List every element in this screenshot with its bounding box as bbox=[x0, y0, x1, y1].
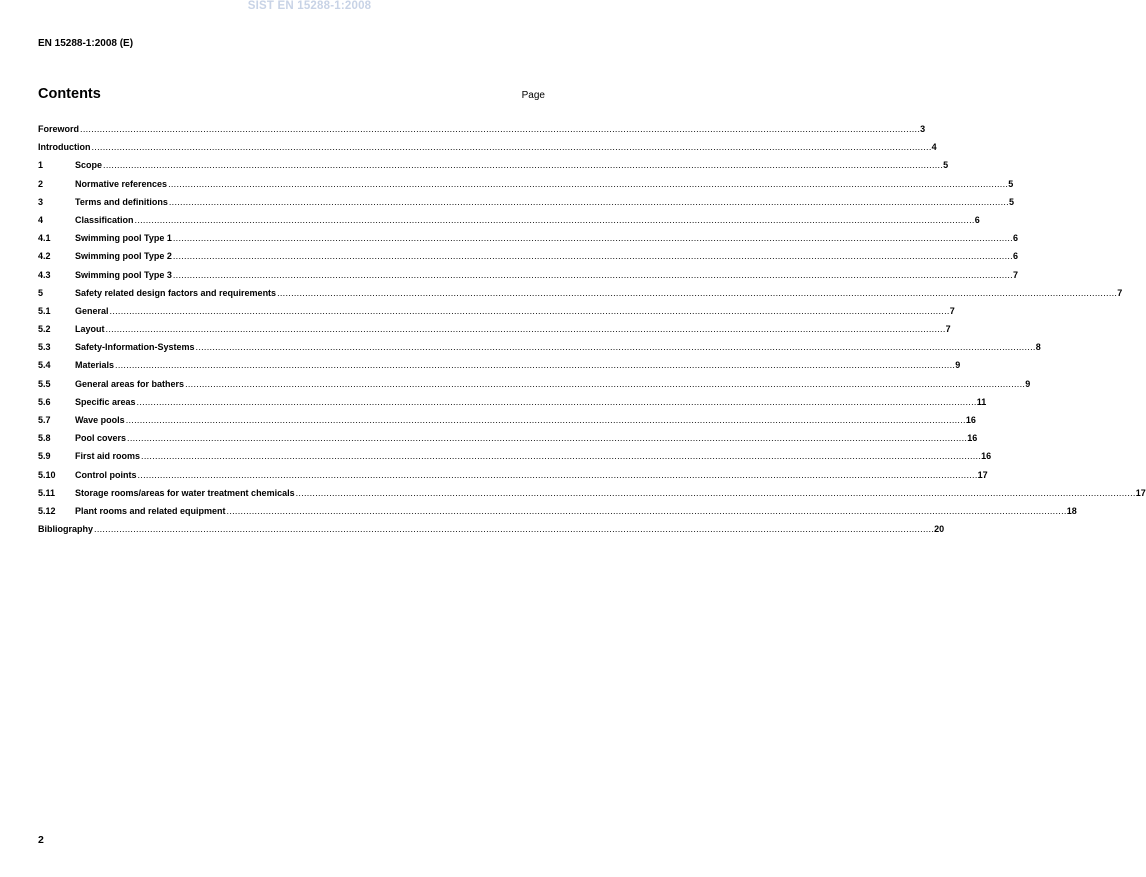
toc-entry-page: 5 bbox=[943, 160, 949, 171]
toc-entry[interactable] bbox=[38, 178, 1014, 197]
toc-entry-title: Layout bbox=[75, 324, 105, 335]
toc-entry-title: Swimming pool Type 2 bbox=[75, 251, 172, 262]
toc-entry-number: 3 bbox=[38, 196, 44, 207]
toc-leader-dots: ............................................................................................................................................................................................................................................................................................................ bbox=[105, 324, 946, 335]
toc-entry-page: 8 bbox=[1035, 342, 1041, 353]
toc-entry[interactable] bbox=[38, 505, 1077, 524]
toc-leader-dots: ............................................................................................................................................................................................................................................................................................................ bbox=[103, 160, 944, 171]
toc-entry-page: 17 bbox=[1135, 487, 1146, 498]
toc-entry[interactable] bbox=[38, 469, 988, 488]
toc-leader-dots: ............................................................................................................................................................................................................................................................................................................ bbox=[136, 396, 977, 407]
toc-leader-dots: ............................................................................................................................................................................................................................................................................................................ bbox=[226, 505, 1067, 516]
toc-entry[interactable] bbox=[38, 324, 951, 342]
toc-entry-page: 6 bbox=[1013, 251, 1019, 262]
toc-leader-dots: ............................................................................................................................................................................................................................................................................................................ bbox=[295, 487, 1136, 498]
toc-entry-page: 7 bbox=[1013, 269, 1019, 280]
toc-entry-page: 5 bbox=[1009, 196, 1015, 207]
toc-entry[interactable] bbox=[38, 342, 1041, 360]
toc-entry[interactable] bbox=[38, 487, 1146, 506]
toc-entry-title: Classification bbox=[75, 214, 134, 225]
page-number: 2 bbox=[38, 834, 44, 846]
watermark-text: SIST EN 15288-1:2008 bbox=[247, 0, 372, 12]
toc-leader-dots: ............................................................................................................................................................................................................................................................................................................ bbox=[91, 142, 932, 153]
toc-entry-number: 5.1 bbox=[38, 305, 51, 316]
toc-entry[interactable] bbox=[38, 124, 926, 142]
toc-entry-page: 18 bbox=[1066, 505, 1077, 516]
toc-entry[interactable] bbox=[38, 142, 937, 160]
toc-leader-dots: ............................................................................................................................................................................................................................................................................................................ bbox=[172, 233, 1013, 244]
toc-leader-dots: ............................................................................................................................................................................................................................................................................................................ bbox=[195, 342, 1036, 353]
toc-entry-title: General areas for bathers bbox=[75, 378, 185, 389]
toc-entry-number: 5.3 bbox=[38, 342, 51, 353]
toc-leader-dots: ............................................................................................................................................................................................................................................................................................................ bbox=[80, 124, 921, 134]
toc-entry[interactable] bbox=[38, 251, 1019, 269]
toc-leader-dots: ............................................................................................................................................................................................................................................................................................................ bbox=[134, 214, 975, 225]
toc-entry[interactable] bbox=[38, 233, 1019, 251]
toc-entry-title: Normative references bbox=[75, 178, 168, 189]
toc-entry[interactable] bbox=[38, 451, 992, 469]
toc-entry-page: 16 bbox=[967, 433, 978, 444]
toc-entry-number: 5.11 bbox=[38, 487, 56, 498]
page-title: Contents bbox=[38, 86, 101, 102]
toc-entry-title: Pool covers bbox=[75, 433, 127, 444]
toc-leader-dots: ............................................................................................................................................................................................................................................................................................................ bbox=[137, 469, 978, 480]
toc-entry-page: 11 bbox=[976, 396, 987, 407]
toc-entry[interactable] bbox=[38, 415, 976, 433]
toc-entry-number: 5.6 bbox=[38, 396, 51, 407]
toc-entry-number: 1 bbox=[38, 160, 44, 171]
toc-leader-dots: ............................................................................................................................................................................................................................................................................................................ bbox=[172, 251, 1013, 262]
toc-entry-page: 9 bbox=[1025, 378, 1031, 389]
toc-entry-page: 7 bbox=[945, 324, 951, 335]
toc-entry-page: 5 bbox=[1008, 178, 1014, 189]
toc-entry-number: 2 bbox=[38, 178, 44, 189]
toc-entry[interactable] bbox=[38, 160, 949, 178]
toc-entry-number: 5.9 bbox=[38, 451, 51, 462]
toc-entry[interactable] bbox=[38, 196, 1015, 215]
toc-entry-title: Bibliography bbox=[38, 524, 94, 535]
toc-entry-page: 6 bbox=[1013, 233, 1019, 244]
toc-entry-page: 6 bbox=[974, 214, 980, 225]
toc-entry-number: 5.7 bbox=[38, 415, 51, 425]
toc-entry-page: 9 bbox=[955, 360, 961, 371]
toc-leader-dots: ............................................................................................................................................................................................................................................................................................................ bbox=[109, 305, 950, 316]
toc-entry-page: 3 bbox=[920, 124, 926, 134]
toc-entry-page: 16 bbox=[981, 451, 992, 462]
toc-leader-dots: ............................................................................................................................................................................................................................................................................................................ bbox=[141, 451, 982, 462]
toc-entry-title: Wave pools bbox=[75, 415, 125, 425]
toc-entry-title: Storage rooms/areas for water treatment chemicals bbox=[75, 487, 295, 498]
toc-entry-title: Terms and definitions bbox=[75, 196, 168, 207]
toc-entry[interactable] bbox=[38, 360, 961, 378]
toc-leader-dots: ............................................................................................................................................................................................................................................................................................................ bbox=[94, 524, 935, 535]
toc-entry-title: Plant rooms and related equipment bbox=[75, 505, 226, 516]
toc-entry-page: 20 bbox=[934, 524, 945, 535]
toc-entry-number: 4.1 bbox=[38, 233, 51, 244]
toc-entry-title: Foreword bbox=[38, 124, 80, 134]
toc-leader-dots: ............................................................................................................................................................................................................................................................................................................ bbox=[168, 178, 1009, 189]
toc-entry-page: 17 bbox=[977, 469, 988, 480]
toc-entry-title: Materials bbox=[75, 360, 115, 371]
toc-entry-number: 5.5 bbox=[38, 378, 51, 389]
toc-entry-number: 5.12 bbox=[38, 505, 56, 516]
toc-entry-title: Swimming pool Type 1 bbox=[75, 233, 172, 244]
toc-leader-dots: ............................................................................................................................................................................................................................................................................................................ bbox=[172, 269, 1013, 280]
toc-entry[interactable] bbox=[38, 433, 978, 451]
toc-entry-number: 4.2 bbox=[38, 251, 51, 262]
toc-entry-title: Introduction bbox=[38, 142, 91, 153]
toc-entry[interactable] bbox=[38, 287, 1123, 306]
toc-entry-title: Specific areas bbox=[75, 396, 136, 407]
page-column-label: Page bbox=[521, 90, 545, 101]
table-of-contents bbox=[38, 124, 1146, 542]
toc-entry-number: 5.2 bbox=[38, 324, 51, 335]
toc-entry-title: Control points bbox=[75, 469, 137, 480]
toc-entry-number: 4 bbox=[38, 214, 44, 225]
toc-leader-dots: ............................................................................................................................................................................................................................................................................................................ bbox=[115, 360, 956, 371]
toc-entry[interactable] bbox=[38, 214, 980, 233]
toc-entry-page: 16 bbox=[965, 415, 976, 425]
toc-entry[interactable] bbox=[38, 396, 987, 415]
toc-entry-number: 4.3 bbox=[38, 269, 51, 280]
toc-leader-dots: ............................................................................................................................................................................................................................................................................................................ bbox=[277, 287, 1118, 298]
toc-entry-page: 7 bbox=[1117, 287, 1123, 298]
toc-entry-title: Swimming pool Type 3 bbox=[75, 269, 172, 280]
document-id: EN 15288-1:2008 (E) bbox=[38, 38, 134, 49]
toc-entry-title: Scope bbox=[75, 160, 103, 171]
toc-entry-title: Safety-Information-Systems bbox=[75, 342, 195, 353]
toc-leader-dots: ............................................................................................................................................................................................................................................................................................................ bbox=[127, 433, 968, 444]
toc-entry[interactable] bbox=[38, 524, 945, 542]
toc-entry-page: 7 bbox=[949, 305, 955, 316]
toc-leader-dots: ............................................................................................................................................................................................................................................................................................................ bbox=[185, 378, 1026, 389]
toc-entry-number: 5.8 bbox=[38, 433, 51, 444]
toc-entry[interactable] bbox=[38, 378, 1031, 397]
toc-entry-number: 5 bbox=[38, 287, 44, 298]
toc-leader-dots: ............................................................................................................................................................................................................................................................................................................ bbox=[168, 196, 1009, 207]
toc-entry-page: 4 bbox=[931, 142, 937, 153]
toc-entry-title: General bbox=[75, 305, 109, 316]
toc-entry-title: Safety related design factors and requirements bbox=[75, 287, 277, 298]
toc-entry-number: 5.4 bbox=[38, 360, 51, 371]
toc-entry-title: First aid rooms bbox=[75, 451, 141, 462]
toc-entry[interactable] bbox=[38, 305, 955, 324]
toc-entry[interactable] bbox=[38, 269, 1019, 288]
toc-entry-number: 5.10 bbox=[38, 469, 56, 480]
toc-leader-dots: ............................................................................................................................................................................................................................................................................................................ bbox=[125, 415, 966, 425]
